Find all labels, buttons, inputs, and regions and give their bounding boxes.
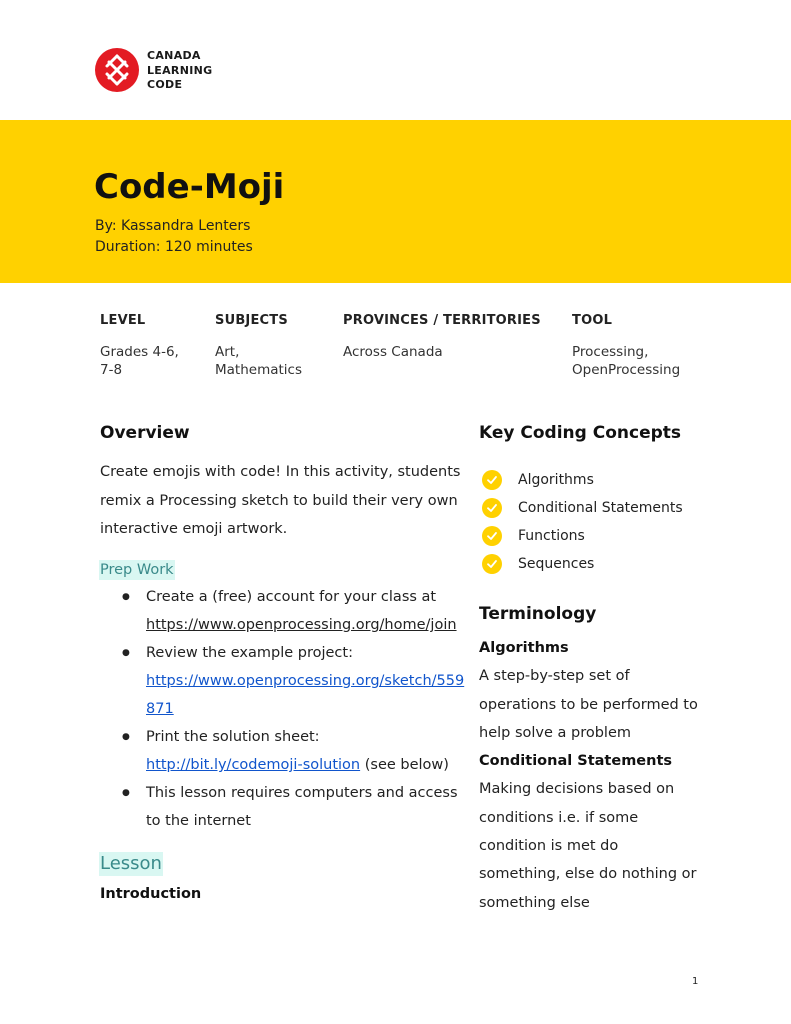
page-title: Code-Moji: [94, 167, 285, 207]
author-text: By: Kassandra Lenters: [95, 218, 251, 234]
logo-line: CANADA: [147, 49, 201, 62]
overview-text: Create emojis with code! In this activity, students remix a Processing sketch to build their very own interactive emoji artwork.: [100, 464, 461, 537]
logo-line: LEARNING: [147, 63, 213, 77]
prep-item-suffix: (see below): [360, 757, 449, 773]
prep-item-text: Create a (free) account for your class at: [146, 589, 437, 605]
term-title: Algorithms: [479, 640, 569, 656]
check-circle-icon: [482, 526, 502, 546]
canada-learning-code-logo-icon: [95, 48, 139, 92]
list-item: [120, 639, 470, 723]
openprocessing-join-link[interactable]: https://www.openprocessing.org/home/join: [146, 617, 457, 633]
term-title: Conditional Statements: [479, 753, 673, 770]
prep-item-text: This lesson requires computers and access to the internet: [146, 785, 458, 829]
check-circle-icon: [482, 498, 502, 518]
logo-line: CODE: [147, 78, 183, 91]
list-item: [482, 494, 683, 522]
term-definition: Making decisions based on conditions i.e. if some condition is met do something, else do nothing or something else: [479, 781, 697, 911]
prep-work-list: [120, 583, 470, 835]
tool-value: Processing, OpenProcessing: [572, 344, 681, 378]
check-circle-icon: [482, 554, 502, 574]
check-circle-icon: [482, 470, 502, 490]
level-heading: LEVEL: [100, 313, 146, 328]
provinces-heading: PROVINCES / TERRITORIES: [343, 313, 541, 328]
example-project-link[interactable]: https://www.openprocessing.org/sketch/559871: [146, 673, 465, 717]
terminology-heading: Terminology: [479, 604, 597, 624]
list-item: [120, 723, 470, 779]
page-number: 1: [692, 976, 699, 987]
prep-item-text: Review the example project:: [146, 645, 353, 661]
provinces-value: Across Canada: [343, 344, 443, 360]
tool-heading: TOOL: [572, 313, 613, 328]
terminology-list: [479, 634, 699, 917]
list-item: [482, 466, 683, 494]
concept-label: Conditional Statements: [518, 500, 683, 516]
list-item: [120, 583, 470, 639]
prep-item-text: Print the solution sheet:: [146, 729, 320, 745]
level-value: Grades 4-6, 7-8: [100, 344, 179, 378]
key-concepts-heading: Key Coding Concepts: [479, 423, 682, 443]
overview-heading: Overview: [100, 423, 190, 443]
lesson-meta: [95, 216, 253, 258]
logo-wordmark: [147, 49, 212, 93]
lesson-label: Lesson: [100, 853, 162, 874]
solution-sheet-link[interactable]: http://bit.ly/codemoji-solution: [146, 757, 361, 773]
term-definition: A step-by-step set of operations to be performed to help solve a problem: [479, 668, 698, 741]
key-concepts-list: [482, 466, 683, 578]
concept-label: Algorithms: [518, 472, 594, 488]
subjects-value: Art, Mathematics: [215, 344, 302, 378]
prep-work-label: Prep Work: [100, 562, 174, 578]
list-item: [482, 550, 683, 578]
introduction-heading: Introduction: [100, 886, 202, 902]
list-item: [482, 522, 683, 550]
list-item: [120, 779, 470, 835]
duration-text: Duration: 120 minutes: [95, 239, 253, 255]
concept-label: Functions: [518, 528, 585, 544]
concept-label: Sequences: [518, 556, 595, 572]
subjects-heading: SUBJECTS: [215, 313, 288, 328]
